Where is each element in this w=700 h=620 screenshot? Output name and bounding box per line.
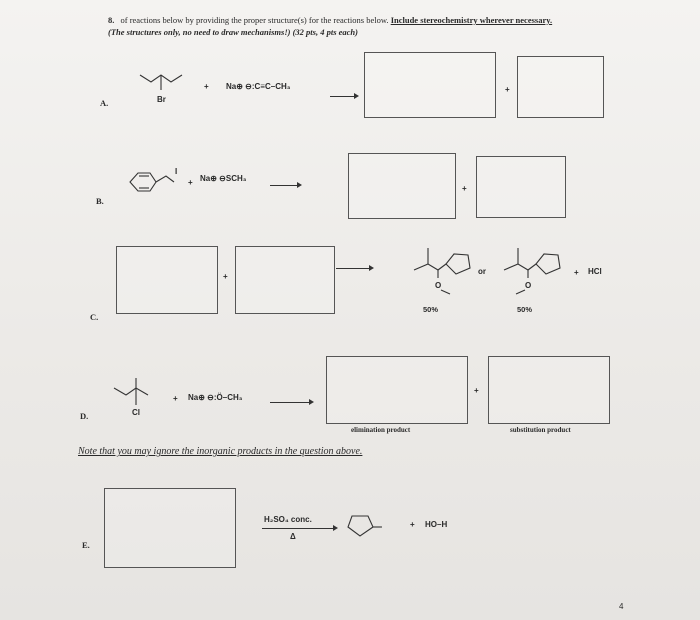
part-c-ether-product-2-structure bbox=[500, 246, 570, 296]
part-a-label: A. bbox=[100, 98, 109, 108]
part-e-reactant-box[interactable] bbox=[104, 488, 236, 568]
question-text: of reactions below by providing the proper structure(s) for the reactions below. bbox=[120, 15, 389, 25]
part-a-product-plus: + bbox=[505, 85, 510, 94]
part-d-elimination-box[interactable] bbox=[326, 356, 468, 424]
page-number: 4 bbox=[619, 602, 624, 611]
part-b-plus: + bbox=[188, 178, 193, 187]
part-b-product-box-1[interactable] bbox=[348, 153, 456, 219]
part-e-condition: Δ bbox=[290, 532, 296, 541]
part-a-alkyl-bromide-structure bbox=[140, 72, 200, 107]
part-e-plus: + bbox=[410, 520, 415, 529]
part-d-elimination-caption: elimination product bbox=[351, 426, 411, 434]
part-c-or-label: or bbox=[478, 267, 486, 276]
part-c-byproduct-plus: + bbox=[574, 268, 579, 277]
question-instructions: (The structures only, no need to draw mechanisms!) (32 pts, 4 pts each) bbox=[108, 27, 358, 37]
question-emphasis: Include stereochemistry wherever necessary. bbox=[390, 15, 553, 25]
part-d-product-plus: + bbox=[474, 386, 479, 395]
part-a-reaction-arrow bbox=[330, 96, 355, 97]
note-text: Note that you may ignore the inorganic products in the question above. bbox=[78, 446, 363, 457]
part-b-reaction-arrow bbox=[270, 185, 298, 186]
part-e-reaction-arrow bbox=[262, 528, 334, 529]
part-a-product-box-2[interactable] bbox=[517, 56, 604, 118]
part-c-ether-product-1-structure bbox=[408, 246, 478, 296]
part-d-alkyl-chloride-structure bbox=[114, 378, 174, 418]
svg-text:O: O bbox=[435, 281, 442, 290]
part-d-reagent: Na⊕ ⊖:Ö–CH₃ bbox=[188, 393, 243, 402]
part-c-label: C. bbox=[90, 312, 99, 322]
part-d-label: D. bbox=[80, 411, 89, 421]
part-d-plus: + bbox=[173, 394, 178, 403]
part-c-reactant-plus: + bbox=[223, 272, 228, 281]
part-c-yield-1: 50% bbox=[423, 305, 439, 314]
part-e-label: E. bbox=[82, 540, 90, 550]
part-e-reagent: H₂SO₄ conc. bbox=[264, 515, 312, 524]
svg-text:Br: Br bbox=[157, 95, 166, 104]
part-c-reactant-box-2[interactable] bbox=[235, 246, 335, 314]
part-c-yield-2: 50% bbox=[517, 305, 533, 314]
part-a-product-box-1[interactable] bbox=[364, 52, 496, 118]
part-b-label: B. bbox=[96, 196, 104, 206]
svg-text:I: I bbox=[175, 167, 178, 176]
part-a-reagent: Na⊕ ⊖:C≡C–CH₃ bbox=[226, 82, 291, 91]
part-d-reaction-arrow bbox=[270, 402, 310, 403]
question-number: 8. bbox=[108, 15, 115, 25]
part-a-plus: + bbox=[204, 82, 209, 91]
part-d-substitution-box[interactable] bbox=[488, 356, 610, 424]
part-c-reaction-arrow bbox=[336, 268, 370, 269]
svg-text:O: O bbox=[525, 281, 532, 290]
question-header bbox=[108, 14, 628, 38]
part-b-product-box-2[interactable] bbox=[476, 156, 566, 218]
part-b-reagent: Na⊕ ⊖SCH₃ bbox=[200, 174, 247, 183]
part-c-byproduct: HCl bbox=[588, 267, 602, 276]
part-e-ether-product-structure bbox=[346, 512, 396, 542]
part-b-product-plus: + bbox=[462, 184, 467, 193]
part-d-substitution-caption: substitution product bbox=[510, 426, 571, 434]
part-e-byproduct: HO–H bbox=[425, 520, 448, 529]
svg-text:Cl: Cl bbox=[132, 408, 140, 417]
part-c-reactant-box-1[interactable] bbox=[116, 246, 218, 314]
